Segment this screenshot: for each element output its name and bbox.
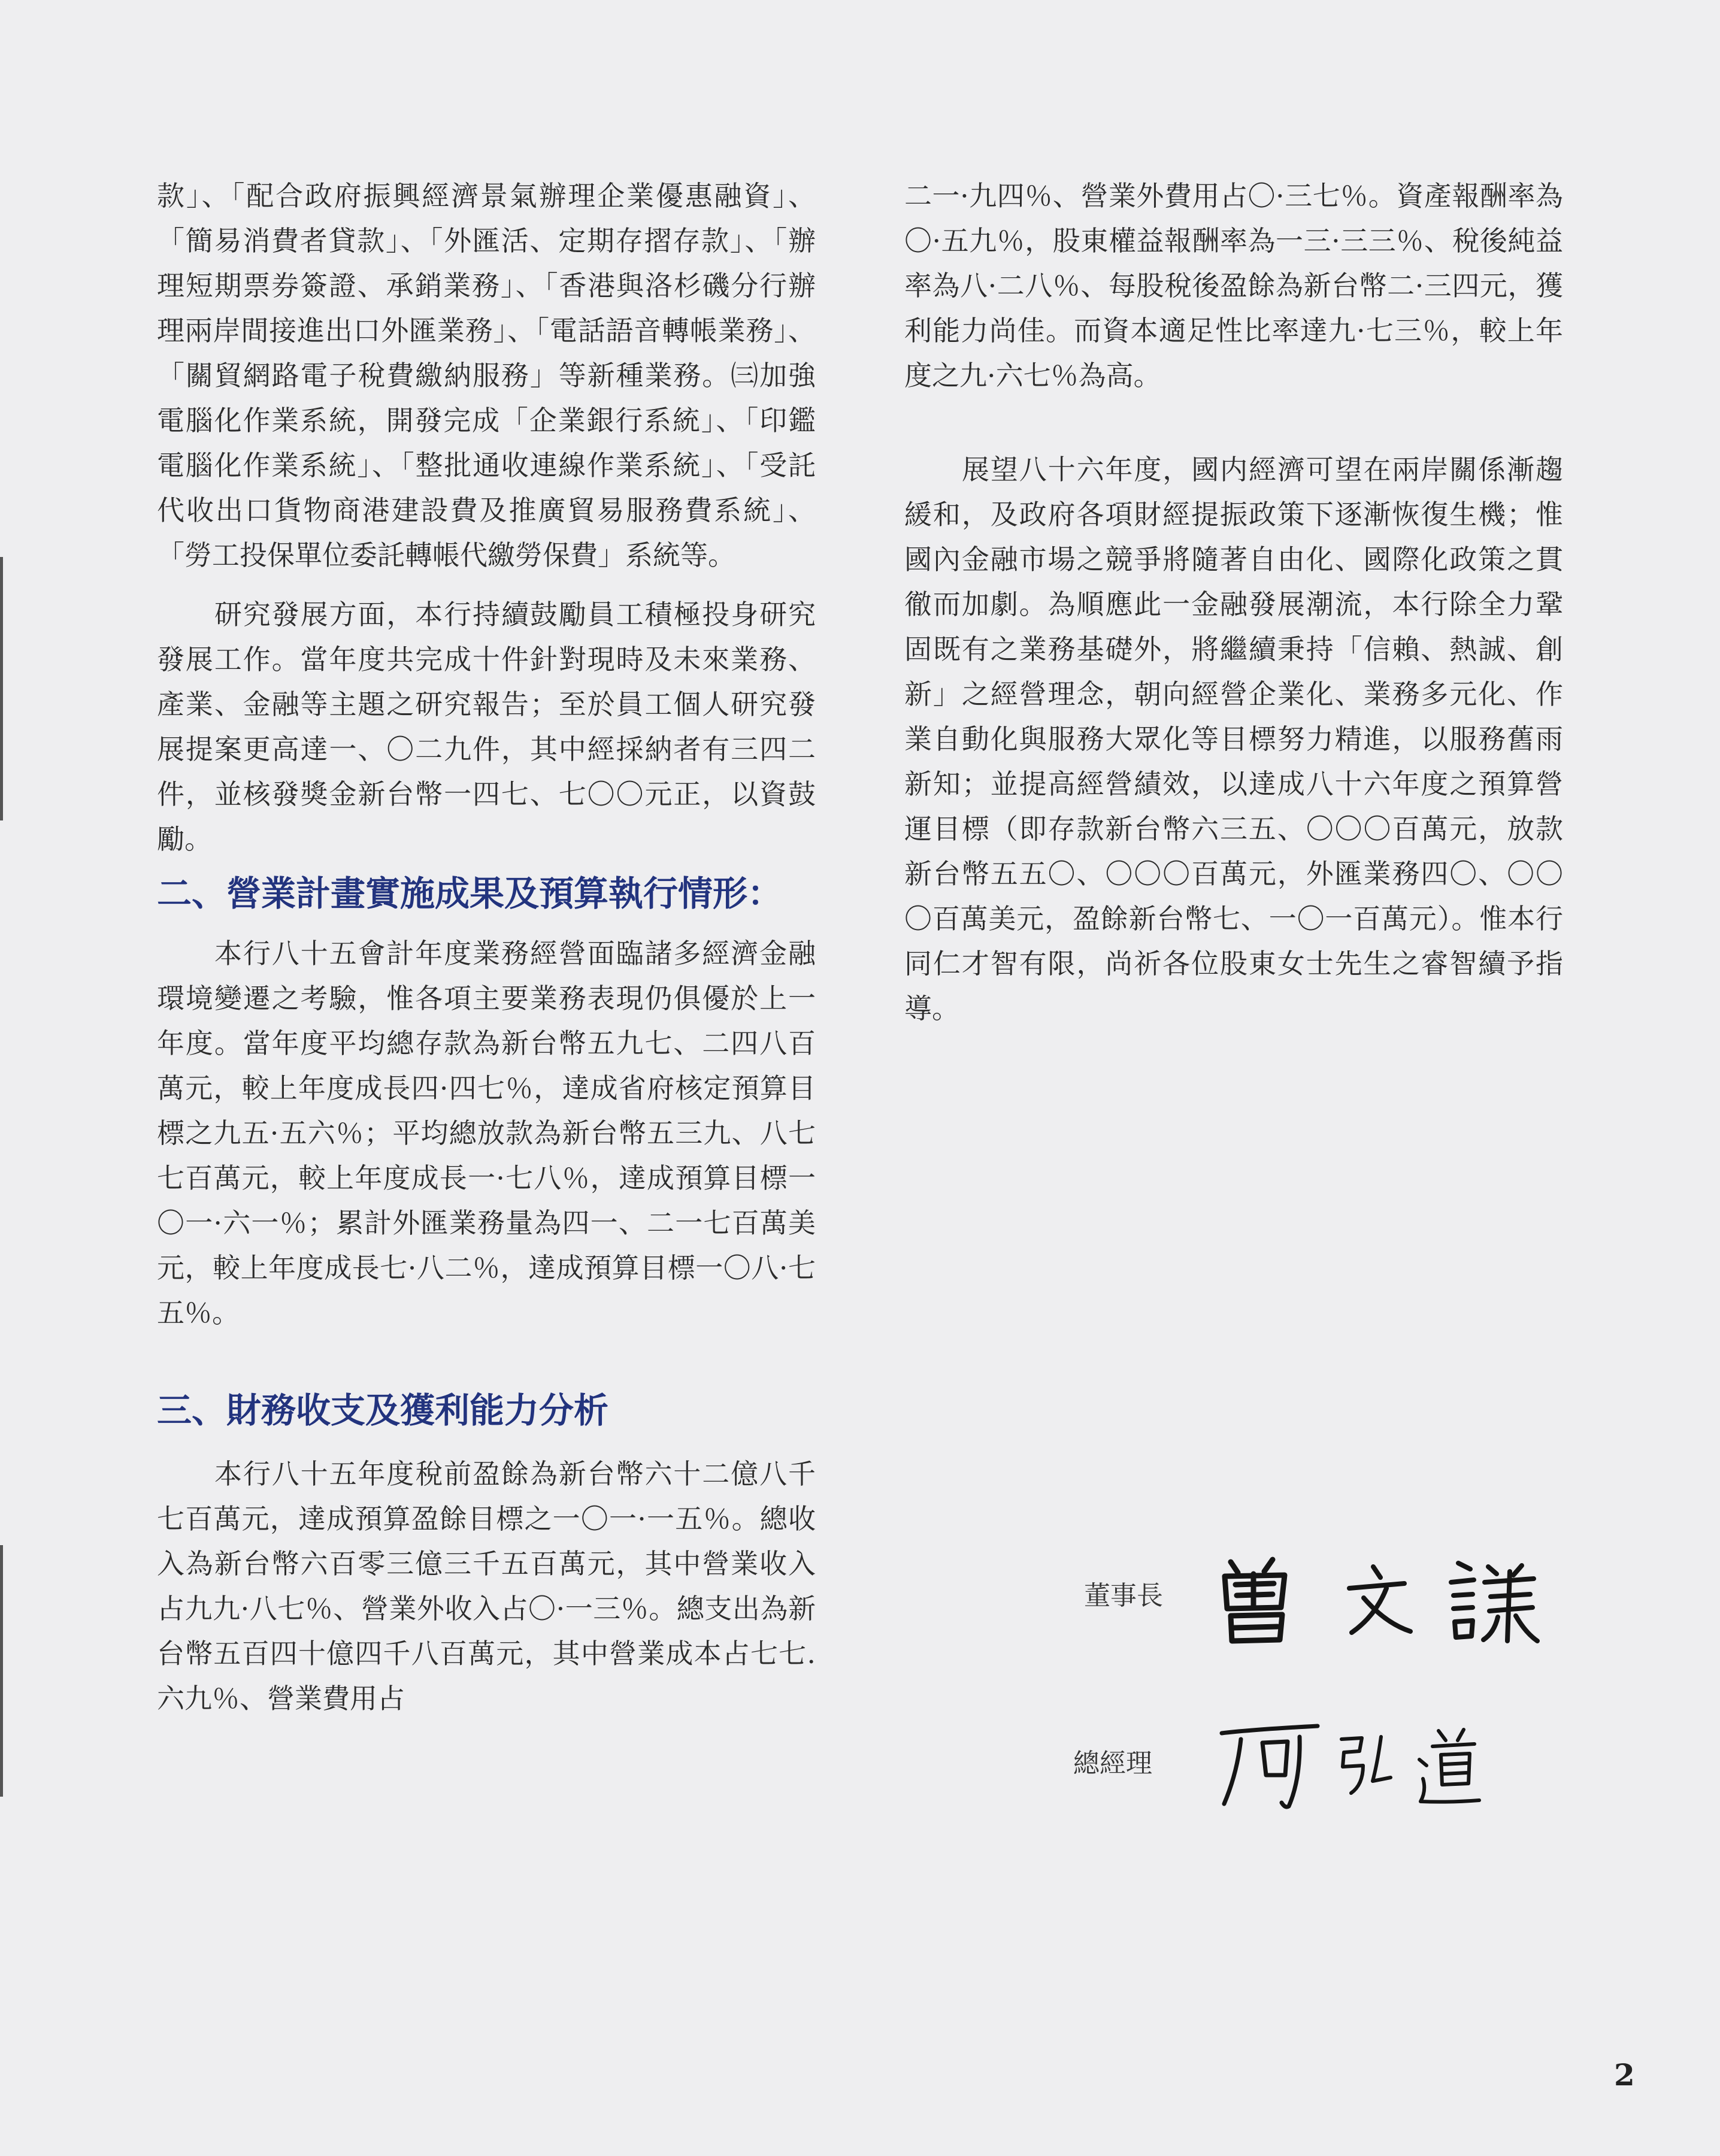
profitability-paragraph: 二一·九四％、營業外費用占〇·三七％。資產報酬率為〇·五九％，股東權益報酬率為一三·三三％、稅後純益率為八·二八％、每股稅後盈餘為新台幣二·三四元，獲利能力尚佳。而資本適足性比率達九·七三％，較上年度之九·六七％為高。: [904, 180, 1563, 392]
section-heading-financial-analysis: 三、財務收支及獲利能力分析: [157, 1390, 609, 1431]
president-signature-block: [1066, 1713, 1545, 1815]
financial-paragraph: 本行八十五年度稅前盈餘為新台幣六十二億八千七百萬元，達成預算盈餘目標之一〇一·一五％。總收入為新台幣六百零三億三千五百萬元，其中營業收入占九九·八七％、營業外收入占〇·一三％。總支出為新台幣五百四十億四千八百萬元，其中營業成本占七七.六九％、營業費用占: [157, 1458, 816, 1715]
business-items-paragraph: 款」、「配合政府振興經濟景氣辦理企業優惠融資」、「簡易消費者貸款」、「外匯活、定期存摺存款」、「辦理短期票券簽證、承銷業務」、「香港與洛杉磯分行辦理兩岸間接進出口外匯業務」、「電話語音轉帳業務」、「關貿網路電子稅費繳納服務」等新種業務。㈢加強電腦化作業系統，開發完成「企業銀行系統」、「印鑑電腦化作業系統」、「整批通收連線作業系統」、「受託代收出口貨物商港建設費及推廣貿易服務費系統」、「勞工投保單位委託轉帳代繳勞保費」系統等。: [157, 180, 816, 571]
right-column: [904, 174, 1563, 1031]
left-column: [157, 174, 816, 1721]
scan-edge-shadow: [0, 557, 3, 820]
section-heading-business-plan: 二、營業計畫實施成果及預算執行情形：: [157, 873, 783, 914]
chairman-title: 董事長: [1084, 1580, 1163, 1611]
chairman-signature-block: [1066, 1545, 1545, 1647]
president-title: 總經理: [1073, 1748, 1152, 1779]
research-paragraph: 研究發展方面，本行持續鼓勵員工積極投身研究發展工作。當年度共完成十件針對現時及未來業務、產業、金融等主題之研究報告；至於員工個人研究發展提案更高達一、〇二九件，其中經採納者有三四二件，並核發獎金新台幣一四七、七〇〇元正，以資鼓勵。: [157, 598, 816, 855]
president-signature: [1216, 1713, 1575, 1815]
outlook-paragraph: 展望八十六年度，國内經濟可望在兩岸關係漸趨緩和，及政府各項財經提振政策下逐漸恢復生機；惟國內金融市場之競爭將隨著自由化、國際化政策之貫徹而加劇。為順應此一金融發展潮流，本行除全力鞏固既有之業務基礎外，將繼續秉持「信賴、熱誠、創新」之經營理念，朝向經營企業化、業務多元化、作業自動化與服務大眾化等目標努力精進，以服務舊雨新知；並提高經營績效，以達成八十六年度之預算營運目標（即存款新台幣六三五、〇〇〇百萬元，放款新台幣五五〇、〇〇〇百萬元，外匯業務四〇、〇〇〇百萬美元，盈餘新台幣七、一〇一百萬元）。惟本行同仁才智有限，尚祈各位股東女士先生之睿智續予指導。: [904, 453, 1563, 1025]
chairman-signature: [1207, 1545, 1566, 1647]
page-number: 2: [1614, 2057, 1635, 2093]
business-results-paragraph: 本行八十五會計年度業務經營面臨諸多經濟金融環境變遷之考驗，惟各項主要業務表現仍俱優於上一年度。當年度平均總存款為新台幣五九七、二四八百萬元，較上年度成長四·四七％，達成省府核定預算目標之九五·五六％；平均總放款為新台幣五三九、八七七百萬元，較上年度成長一·七八％，達成預算目標一〇一·六一％；累計外匯業務量為四一、二一七百萬美元，較上年度成長七·八二％，達成預算目標一〇八·七五％。: [157, 937, 816, 1329]
scan-edge-shadow: [0, 1545, 3, 1797]
